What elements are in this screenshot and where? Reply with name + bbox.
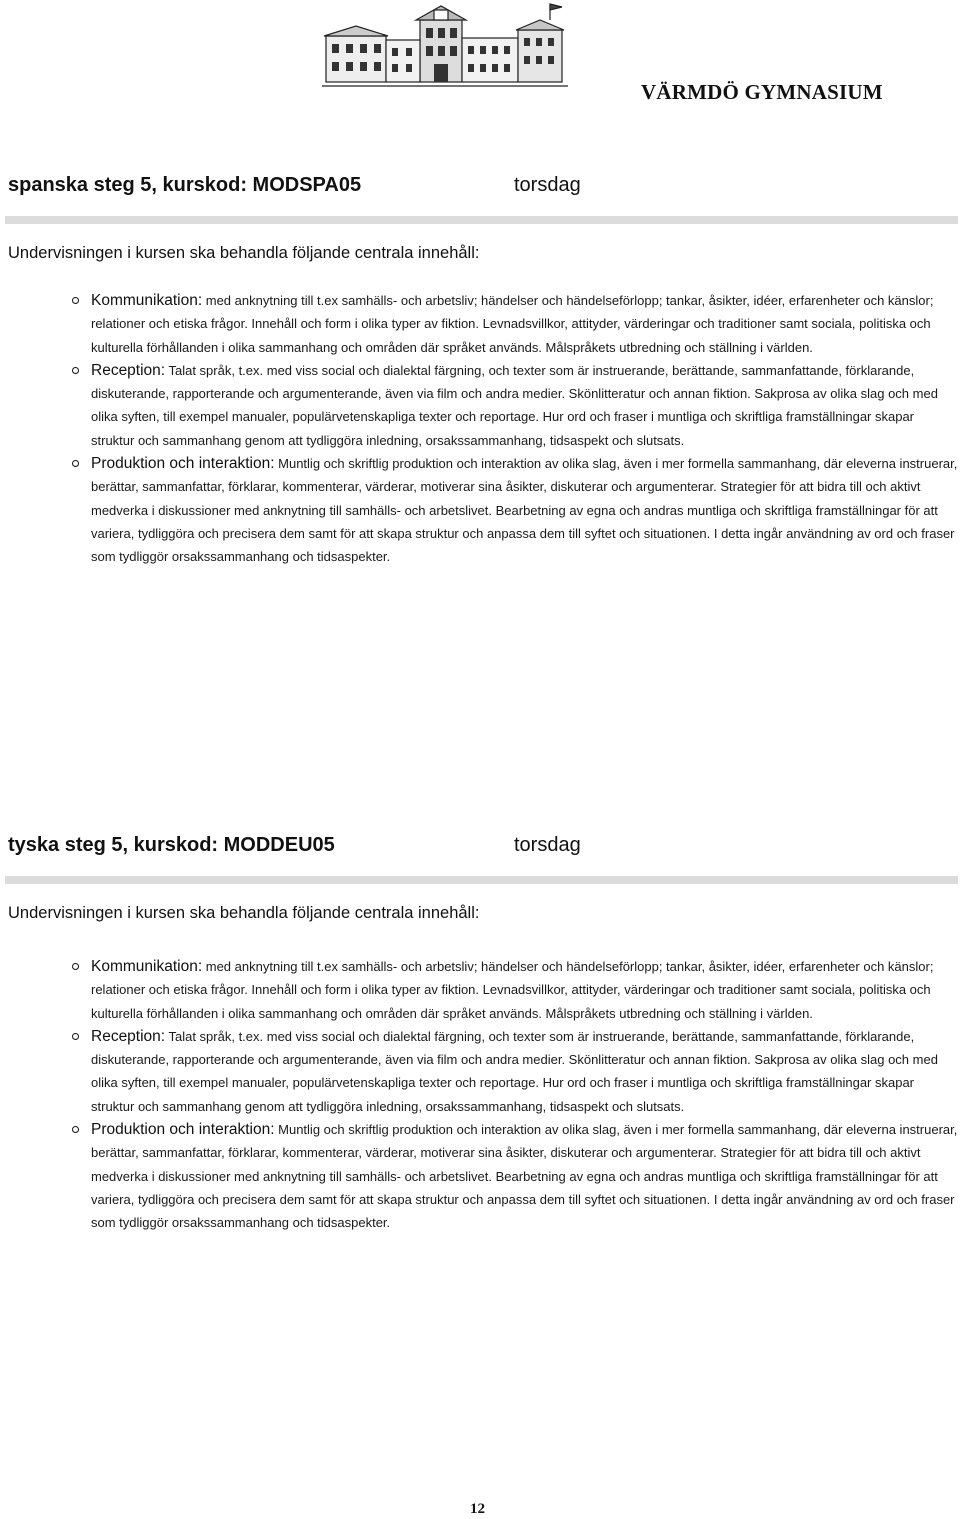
item-label: Produktion och interaktion: (91, 455, 275, 473)
bullet-icon (72, 1033, 79, 1040)
item-text: med anknytning till t.ex samhälls- och arbetsliv; händelser och händelseförlopp; tankar, åsikter, idéer, erfarenheter och känslor; relationer och etiska frågor. Innehåll och form i olika typer av fiktion. Levnadsvillkor, attityder, värderingar och traditioner samt sociala, politiska och kulturella förhållanden i olika sammanhang och områden där språket används. Målspråkets utbredning och ställning i världen. (91, 959, 934, 1021)
section-divider (5, 216, 958, 224)
course-title-row (0, 174, 960, 204)
course-title-row (0, 834, 960, 864)
item-text: Muntlig och skriftlig produktion och interaktion av olika slag, även i mer formella sammanhang, där eleverna instruerar, berättar, sammanfattar, förklarar, kommenterar, värderar, motiverar sina åsikter, diskuterar och argumenterar. Strategier för att bidra till och aktivt medverka i diskussioner med anknytning till samhälls- och arbetslivet. Bearbetning av egna och andras muntliga och skriftliga framställningar för att variera, tydliggöra och precisera dem samt för att skapa struktur och anpassa dem till syftet och situationen. I detta ingår användning av ord och fraser som tydliggör orsakssammanhang och tidsaspekter. (91, 1122, 958, 1231)
list-item (72, 289, 960, 359)
course-section-german (0, 834, 960, 1231)
course-title: spanska steg 5, kurskod: MODSPA05 (8, 174, 362, 196)
page-number: 12 (470, 1501, 485, 1517)
item-label: Reception: (91, 1027, 166, 1045)
course-day: torsdag (514, 834, 581, 856)
bullet-icon (72, 297, 79, 304)
item-label: Kommunikation: (91, 958, 203, 975)
school-name: VÄRMDÖ GYMNASIUM (641, 80, 883, 104)
course-title: tyska steg 5, kurskod: MODDEU05 (8, 834, 335, 856)
item-text: Muntlig och skriftlig produktion och interaktion av olika slag, även i mer formella sammanhang, där eleverna instruerar, berättar, sammanfattar, förklarar, kommenterar, värderar, motiverar sina åsikter, diskuterar och argumenterar. Strategier för att bidra till och aktivt medverka i diskussioner med anknytning till samhälls- och arbetslivet. Bearbetning av egna och andras muntliga och skriftliga framställningar för att variera, tydliggöra och precisera dem samt för att skapa struktur och anpassa dem till syftet och situationen. I detta ingår användning av ord och fraser som tydliggör orsakssammanhang och tidsaspekter. (91, 456, 958, 565)
list-item (72, 1025, 960, 1118)
list-item (72, 955, 960, 1025)
bullet-icon (72, 963, 79, 970)
section-intro: Undervisningen i kursen ska behandla följande centrala innehåll: (8, 244, 480, 262)
section-divider (5, 876, 958, 884)
content-list (72, 289, 960, 569)
course-section-spanish (0, 174, 960, 565)
bullet-icon (72, 1126, 79, 1133)
course-day: torsdag (514, 174, 581, 196)
bullet-icon (72, 367, 79, 374)
list-item (72, 1118, 960, 1234)
bullet-icon (72, 460, 79, 467)
item-label: Produktion och interaktion: (91, 1121, 275, 1139)
item-label: Reception: (91, 361, 166, 379)
section-intro: Undervisningen i kursen ska behandla följande centrala innehåll: (8, 904, 480, 922)
list-item (72, 359, 960, 452)
item-text: Talat språk, t.ex. med viss social och dialektal färgning, och texter som är instruerande, berättande, sammanfattande, förklarande, diskuterande, rapporterande och argumenterande, även via film och andra medier. Skönlitteratur och annan fiktion. Sakprosa av olika slag och med olika syften, till exempel manualer, populärvetenskapliga texter och reportage. Hur ord och fraser i muntliga och skriftliga framställningar skapar struktur och sammanhang genom att tydliggöra inledning, orsakssammanhang, tidsaspekt och slutsats. (91, 1028, 938, 1114)
item-text: Talat språk, t.ex. med viss social och dialektal färgning, och texter som är instruerande, berättande, sammanfattande, förklarande, diskuterande, rapporterande och argumenterande, även via film och andra medier. Skönlitteratur och annan fiktion. Sakprosa av olika slag och med olika syften, till exempel manualer, populärvetenskapliga texter och reportage. Hur ord och fraser i muntliga och skriftliga framställningar skapar struktur och sammanhang genom att tydliggöra inledning, orsakssammanhang, tidsaspekt och slutsats. (91, 362, 938, 448)
content-list (72, 955, 960, 1235)
list-item (72, 452, 960, 568)
school-building-logo-icon (320, 2, 570, 88)
item-text: med anknytning till t.ex samhälls- och arbetsliv; händelser och händelseförlopp; tankar, åsikter, idéer, erfarenheter och känslor; relationer och etiska frågor. Innehåll och form i olika typer av fiktion. Levnadsvillkor, attityder, värderingar och traditioner samt sociala, politiska och kulturella förhållanden i olika sammanhang och områden där språket används. Målspråkets utbredning och ställning i världen. (91, 293, 934, 355)
item-label: Kommunikation: (91, 292, 203, 309)
